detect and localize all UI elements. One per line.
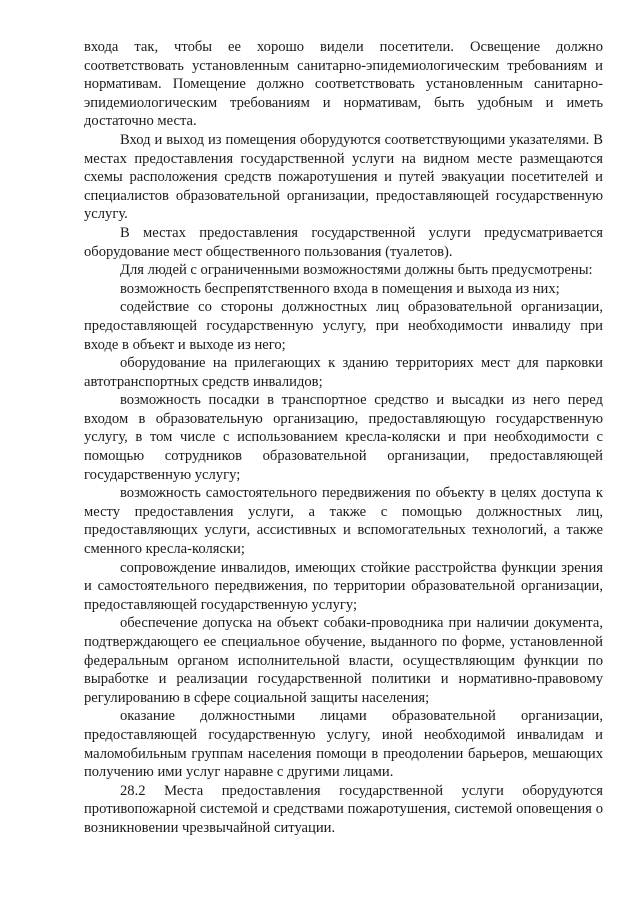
paragraph-parking: оборудование на прилегающих к зданию территориях мест для парковки автотранспортных средств инвалидов; [84,355,603,390]
paragraph-independent-movement: возможность самостоятельного передвижения по объекту в целях доступа к месту предоставления услуги, а также с помощью должностных лиц, предоставляющих услуги, ассистивных и вспомогательных технологий, а также сменного кресла-коляски; [84,485,603,558]
paragraph-escort: сопровождение инвалидов, имеющих стойкие расстройства функции зрения и самостоятельного передвижения, по территории образовательной организации, предоставляющей государственную услугу; [84,559,603,613]
paragraph-disabled-provisions-intro: Для людей с ограниченными возможностями должны быть предусмотрены: [120,262,593,279]
paragraph-guide-dog: обеспечение допуска на объект собаки-проводника при наличии документа, подтверждающего ее специальное обучение, выданного по форме, установленной федеральным органом исполнительной власти, осуществляющим функции по выработке и реализации государственной политики и нормативно-правовому регулированию в сфере социальной защиты населения; [84,615,603,706]
paragraph-entrance-signs: Вход и выход из помещения оборудуются соответствующими указателями. В местах предоставления государственной услуги на видном месте размещаются схемы расположения средств пожаротушения и путей эвакуации посетителей и специалистов образовательной организации, предоставляющей государственную услугу. [84,131,603,223]
paragraph-room-requirements: входа так, чтобы ее хорошо видели посетители. Освещение должно соответствовать установленным санитарно-эпидемиологическим требованиям и нормативам. Помещение должно соответствовать установленным санитарно-эпидемиологическим требованиям и нормативам, быть удобным и иметь достаточно места. [84,39,603,130]
paragraph-transport-boarding: возможность посадки в транспортное средство и высадки из него перед входом в образовательную организацию, предоставляющую государственную услугу, в том числе с использованием кресла-коляски и при необходимости с помощью сотрудников образовательной организации, предоставляющей государственную услугу; [84,392,603,483]
paragraph-public-toilets: В местах предоставления государственной услуги предусматривается оборудование мест общественного пользования (туалетов). [84,224,603,260]
paragraph-fire-safety: 28.2 Места предоставления государственной услуги оборудуются противопожарной системой и средствами пожаротушения, системой оповещения о возникновении чрезвычайной ситуации. [84,782,603,836]
paragraph-barrier-help: оказание должностными лицами образовательной организации, предоставляющей государственную услугу, иной необходимой инвалидам и маломобильным группам населения помощи в преодолении барьеров, мешающих получению ими услуг наравне с другими лицами. [84,708,603,781]
paragraph-staff-assistance: содействие со стороны должностных лиц образовательной организации, предоставляющей государственную услугу, при необходимости инвалиду при входе в объект и выходе из него; [84,299,603,353]
paragraph-unobstructed-entry: возможность беспрепятственного входа в помещения и выхода из них; [120,280,560,297]
document-body [84,38,603,838]
